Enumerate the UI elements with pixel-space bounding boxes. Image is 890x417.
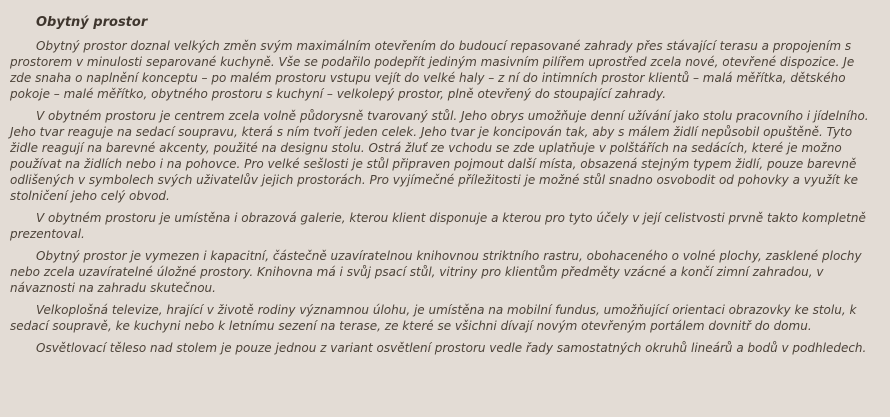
section-heading: Obytný prostor <box>36 15 148 30</box>
paragraph-5: Velkoplošná televize, hrající v životě rodiny významnou úlohu, je umístěna na mobilní fundus, umožňující orientaci obrazovky ke stolu, k sedací soupravě, ke kuchyni nebo k letnímu sezení na terase, ze které se všichni dívají novým otevřeným portálem dovnitř do domu. <box>10 303 857 333</box>
paragraph-3: V obytném prostoru je umístěna i obrazová galerie, kterou klient disponuje a kterou pro tyto účely v její celistvosti prvně takto kompletně prezentoval. <box>10 211 866 241</box>
paragraph-1: Obytný prostor doznal velkých změn svým maximálním otevřením do budoucí repasované zahrady přes stávající terasu a propojením s prostorem v minulosti separované kuchyně. Vše se podařilo podepřít jediným masivním pilířem uprostřed zcela nové, otevřené dispozice. Je zde snaha o naplnění konceptu – po malém prostoru vstupu vejít do velké haly – z ní do intimních prostor klientů – malá měřítka, dětského pokoje – malé měřítko, obytného prostoru s kuchyní – velkolepý prostor, plně otevřený do stoupající zahrady. <box>10 39 855 101</box>
paragraph-4: Obytný prostor je vymezen i kapacitní, částečně uzavíratelnou knihovnou striktního rastru, obohaceného o volné plochy, zasklené plochy nebo zcela uzavíratelné úložné prostory. Knihovna má i svůj psací stůl, vitriny pro klientům předměty vzácné a končí zimní zahradou, v návaznosti na zahradu skutečnou. <box>10 249 862 295</box>
paragraph-2: V obytném prostoru je centrem zcela volně půdorysně tvarovaný stůl. Jeho obrys umožňuje denní užívání jako stolu pracovního i jídelního. Jeho tvar reaguje na sedací soupravu, která s ním tvoří jeden celek. Jeho tvar je koncipován tak, aby s málem židlí nepůsobil opuštěně. Tyto židle reagují na barevné akcenty, použité na designu stolu. Ostrá žluť ze vchodu se zde uplatňuje v polštářích na sedácích, které je možno používat na židlích nebo i na pohovce. Pro velké sešlosti je stůl připraven pojmout další místa, obsazená stejným typem židlí, pouze barevně odlišených v symbolech svých uživatelův jejich prostorách. Pro vyjímečné příležitosti je možné stůl snadno osvobodit od pohovky a využít ke stolničení jeho celý obvod. <box>10 109 869 203</box>
paragraph-6: Osvětlovací těleso nad stolem je pouze jednou z variant osvětlení prostoru vedle řady samostatných okruhů lineárů a bodů v podhledech. <box>36 341 867 355</box>
